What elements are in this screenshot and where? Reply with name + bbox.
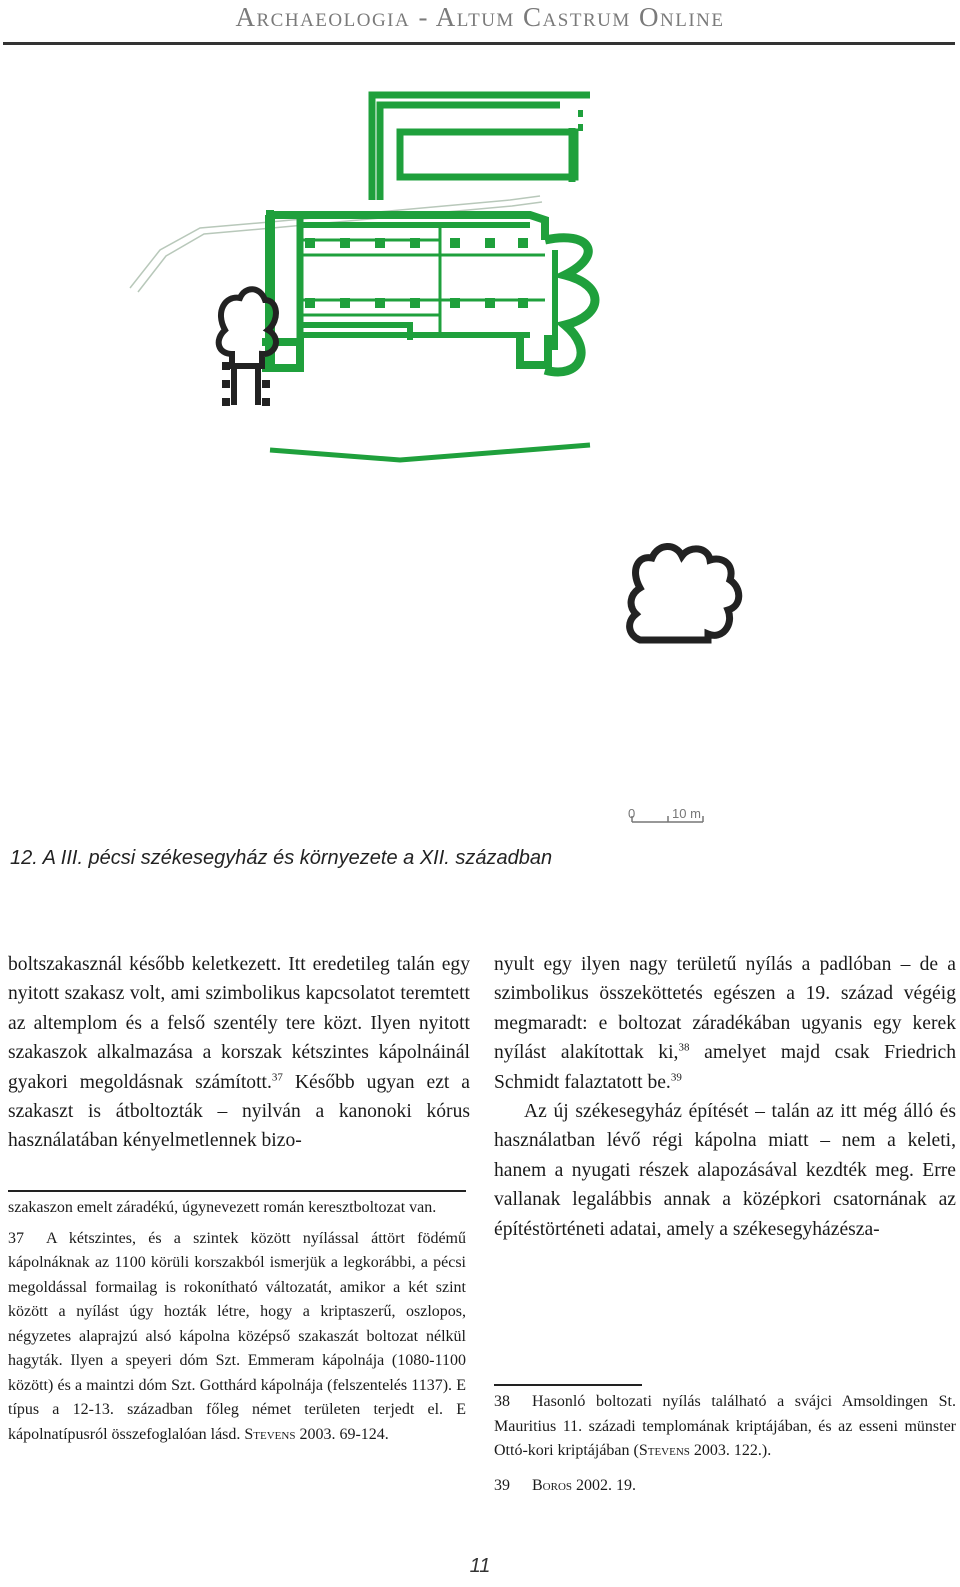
footnote-38 — [494, 1390, 956, 1464]
ground-plan-figure — [0, 50, 960, 840]
footnote-37-number: 37 — [8, 1229, 24, 1247]
footnote-ref-38[interactable]: 38 — [678, 1041, 690, 1054]
figure-caption: 12. A III. pécsi székesegyház és környezete a XII. században — [10, 847, 553, 869]
left-footnotes — [8, 1196, 466, 1447]
right-paragraph-1 — [494, 950, 956, 1097]
footnote-continuation: szakaszon emelt záradékú, úgynevezett román keresztboltozat van. — [8, 1199, 437, 1216]
footnote-39-citation: 2002. 19. — [572, 1476, 637, 1494]
right-column — [494, 950, 956, 1244]
header-rule — [3, 42, 955, 45]
left-body-part-1: boltszakasznál később keletkezett. Itt eredetileg talán egy nyitott szakasz volt, ami szimbolikus kapcsolatot teremtett az altemplom és a felső szentély tere közt. Ilyen nyitott szakaszok alkalmazása a korszak kétszintes kápolnáinál gyakori megoldásnak számított. — [8, 954, 470, 1093]
basilica-piers — [305, 238, 528, 308]
north-annex-dots — [578, 110, 583, 131]
scale-label: 10 m — [672, 806, 701, 821]
right-paragraph-1-part-1: nyult egy ilyen nagy területű nyílás a padlóban – de a szimbolikus összeköttetés egészen a 19. század végéig megmaradt: e boltozat záradékában ugyanis egy kerek nyílást alakítottak ki, — [494, 954, 956, 1064]
left-footnote-rule — [8, 1190, 466, 1192]
left-column — [8, 950, 470, 1156]
footnote-ref-39[interactable]: 39 — [670, 1071, 682, 1084]
quatrefoil-building — [630, 546, 739, 640]
right-footnote-rule — [494, 1384, 642, 1386]
scale-zero: 0 — [628, 806, 636, 821]
left-body-part-2: Később ugyan ezt a szakaszt is átboltozták – nyilván a kanonoki kórus használatában kényelmetlennek bizo- — [8, 1071, 471, 1152]
basilica-plan — [262, 210, 595, 372]
footnote-38-citation: 2003. 122.). — [689, 1442, 772, 1459]
walkway-outline — [130, 196, 542, 292]
footnote-ref-37[interactable]: 37 — [271, 1071, 283, 1084]
footnote-38-number: 38 — [494, 1393, 510, 1410]
footnote-37-author: Stevens — [244, 1425, 296, 1443]
footnote-37-citation: 2003. 69-124. — [295, 1425, 389, 1443]
footnote-38-author: Stevens — [638, 1442, 690, 1459]
right-paragraph-1-part-2: amelyet majd csak Friedrich Schmidt falaztatott be. — [494, 1042, 956, 1093]
footnote-37-text: A kétszintes, és a szintek között nyílással áttört födémű kápolnáknak az 1100 körüli korszakból ismerjük a legkorábbi, a pécsi megoldással formailag is rokonítható változatát, amikor a két szint között a nyílást úgy hozták létre, hogy a kriptaszerű, oszlopos, négyzetes alaprajzú alsó kápolna középső szakaszát boltozat nélkül hagyták. Ilyen a speyeri dóm Szt. Emmeram kápolnája (1080-1100 között) és a maintzi dóm Szt. Gotthárd kápolnája (felszentelés 1137). E típus a 12-13. században főleg német területen terjedt el. E kápolnatípusról összefoglalóan lásd. — [8, 1229, 466, 1443]
footnote-39-number: 39 — [494, 1476, 510, 1494]
right-paragraph-2: Az új székesegyház építését – talán az itt még álló és használatban lévő régi kápolna miatt – nem a keleti, hanem a nyugati részek alapozásával kezdték meg. Erre vallanak legalábbis annak a középkori csatornának az építéstörténeti adatai, amely a székesegyházésza- — [494, 1101, 956, 1240]
right-footnotes — [494, 1390, 956, 1498]
footnote-39-author: Boros — [532, 1476, 573, 1494]
south-wall-line — [270, 445, 590, 460]
footnote-39 — [494, 1474, 956, 1499]
page-number: 11 — [469, 1555, 491, 1577]
running-header: Archaeologia - Altum Castrum Online — [235, 2, 725, 32]
left-body-text — [8, 950, 470, 1156]
north-annex — [372, 95, 590, 200]
footnote-38-text: Hasonló boltozati nyílás található a svájci Amsoldingen St. Mauritius 11. századi templomának kriptájában, és az esseni münster Ottó-kori kriptájában ( — [494, 1393, 956, 1459]
footnote-37 — [8, 1227, 466, 1448]
